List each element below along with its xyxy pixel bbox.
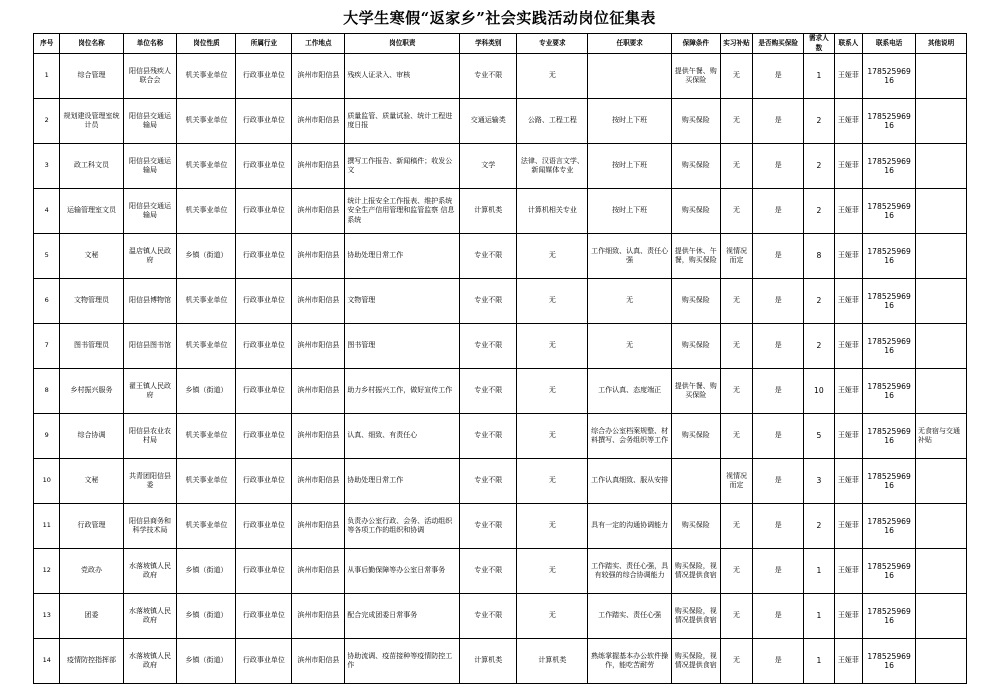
cell-discipline: 专业不限 xyxy=(460,549,517,594)
cell-contact-phone: 17852596916 xyxy=(863,549,916,594)
cell-major-requirement: 无 xyxy=(517,594,588,639)
cell-seq: 14 xyxy=(34,639,60,684)
cell-major-requirement: 无 xyxy=(517,504,588,549)
cell-job-requirement: 工作踏实、责任心强，具有较强的综合协调能力 xyxy=(588,549,671,594)
cell-discipline: 计算机类 xyxy=(460,189,517,234)
cell-contact-phone: 17852596916 xyxy=(863,54,916,99)
cell-internship-subsidy: 无 xyxy=(720,189,753,234)
cell-seq: 1 xyxy=(34,54,60,99)
cell-position-type: 乡镇（街道） xyxy=(177,549,236,594)
cell-duties: 配合完成团委日常事务 xyxy=(345,594,460,639)
cell-contact-person: 王娅菲 xyxy=(834,414,862,459)
cell-unit-name: 温店镇人民政府 xyxy=(123,234,177,279)
cell-internship-subsidy: 无 xyxy=(720,54,753,99)
cell-headcount: 3 xyxy=(804,459,835,504)
cell-benefits: 购买保险 xyxy=(671,504,720,549)
cell-internship-subsidy: 无 xyxy=(720,144,753,189)
header-cell: 岗位职责 xyxy=(345,34,460,54)
cell-industry: 行政事业单位 xyxy=(236,144,292,189)
cell-benefits: 购买保险 xyxy=(671,414,720,459)
cell-contact-person: 王娅菲 xyxy=(834,504,862,549)
cell-contact-phone: 17852596916 xyxy=(863,279,916,324)
cell-industry: 行政事业单位 xyxy=(236,459,292,504)
cell-seq: 11 xyxy=(34,504,60,549)
cell-insurance: 是 xyxy=(753,549,804,594)
cell-position-name: 综合管理 xyxy=(60,54,123,99)
cell-contact-person: 王娅菲 xyxy=(834,144,862,189)
cell-position-name: 图书管理员 xyxy=(60,324,123,369)
cell-internship-subsidy: 无 xyxy=(720,324,753,369)
cell-position-name: 文物管理员 xyxy=(60,279,123,324)
cell-unit-name: 阳信县博物馆 xyxy=(123,279,177,324)
cell-industry: 行政事业单位 xyxy=(236,279,292,324)
cell-insurance: 是 xyxy=(753,54,804,99)
cell-internship-subsidy: 视情况而定 xyxy=(720,459,753,504)
cell-headcount: 2 xyxy=(804,99,835,144)
cell-headcount: 10 xyxy=(804,369,835,414)
cell-work-location: 滨州市阳信县 xyxy=(292,99,345,144)
cell-major-requirement: 法律、汉语言文学、新闻媒体专业 xyxy=(517,144,588,189)
cell-job-requirement: 工作踏实、责任心强 xyxy=(588,594,671,639)
cell-contact-person: 王娅菲 xyxy=(834,279,862,324)
cell-industry: 行政事业单位 xyxy=(236,54,292,99)
cell-work-location: 滨州市阳信县 xyxy=(292,54,345,99)
cell-major-requirement: 计算机相关专业 xyxy=(517,189,588,234)
cell-position-name: 团委 xyxy=(60,594,123,639)
cell-major-requirement: 公路、工程工程 xyxy=(517,99,588,144)
cell-position-type: 机关事业单位 xyxy=(177,459,236,504)
header-cell: 学科类别 xyxy=(460,34,517,54)
cell-contact-person: 王娅菲 xyxy=(834,99,862,144)
cell-duties: 协助处理日常工作 xyxy=(345,459,460,504)
cell-headcount: 2 xyxy=(804,324,835,369)
cell-duties: 从事后勤保障等办公室日常事务 xyxy=(345,549,460,594)
header-cell: 单位名称 xyxy=(123,34,177,54)
cell-headcount: 5 xyxy=(804,414,835,459)
cell-seq: 3 xyxy=(34,144,60,189)
cell-job-requirement: 按时上下班 xyxy=(588,99,671,144)
cell-major-requirement: 无 xyxy=(517,279,588,324)
cell-internship-subsidy: 无 xyxy=(720,549,753,594)
cell-discipline: 专业不限 xyxy=(460,279,517,324)
cell-contact-person: 王娅菲 xyxy=(834,54,862,99)
cell-discipline: 专业不限 xyxy=(460,324,517,369)
cell-duties: 图书管理 xyxy=(345,324,460,369)
cell-unit-name: 共青团阳信县委 xyxy=(123,459,177,504)
cell-contact-phone: 17852596916 xyxy=(863,189,916,234)
cell-duties: 撰写工作报告、新闻稿件；收发公文 xyxy=(345,144,460,189)
table-row xyxy=(34,504,967,549)
cell-contact-phone: 17852596916 xyxy=(863,99,916,144)
cell-discipline: 专业不限 xyxy=(460,459,517,504)
header-cell: 实习补贴 xyxy=(720,34,753,54)
cell-insurance: 是 xyxy=(753,639,804,684)
cell-duties: 协助处理日常工作 xyxy=(345,234,460,279)
header-cell: 需求人数 xyxy=(804,34,835,54)
cell-industry: 行政事业单位 xyxy=(236,99,292,144)
cell-position-type: 机关事业单位 xyxy=(177,279,236,324)
cell-benefits: 购买保险，视情况提供食宿 xyxy=(671,594,720,639)
cell-work-location: 滨州市阳信县 xyxy=(292,639,345,684)
cell-insurance: 是 xyxy=(753,234,804,279)
table-row xyxy=(34,279,967,324)
cell-industry: 行政事业单位 xyxy=(236,504,292,549)
cell-discipline: 文学 xyxy=(460,144,517,189)
cell-duties: 质量监管、质量试验、统计工程进度日报 xyxy=(345,99,460,144)
cell-position-type: 机关事业单位 xyxy=(177,99,236,144)
cell-unit-name: 水落坡镇人民政府 xyxy=(123,549,177,594)
cell-benefits xyxy=(671,459,720,504)
cell-contact-person: 王娅菲 xyxy=(834,369,862,414)
cell-benefits: 提供午餐、购买保险 xyxy=(671,369,720,414)
cell-benefits: 提供午餐、购买保险 xyxy=(671,54,720,99)
cell-benefits: 购买保险 xyxy=(671,279,720,324)
cell-headcount: 2 xyxy=(804,189,835,234)
header-cell: 所属行业 xyxy=(236,34,292,54)
cell-remarks xyxy=(916,189,967,234)
cell-position-name: 行政管理 xyxy=(60,504,123,549)
cell-industry: 行政事业单位 xyxy=(236,594,292,639)
cell-benefits: 购买保险 xyxy=(671,189,720,234)
page-title: 大学生寒假“返家乡”社会实践活动岗位征集表 xyxy=(343,9,656,27)
cell-internship-subsidy: 无 xyxy=(720,369,753,414)
cell-work-location: 滨州市阳信县 xyxy=(292,549,345,594)
cell-work-location: 滨州市阳信县 xyxy=(292,414,345,459)
cell-unit-name: 阳信县交通运输局 xyxy=(123,144,177,189)
cell-benefits: 购买保险 xyxy=(671,324,720,369)
cell-work-location: 滨州市阳信县 xyxy=(292,189,345,234)
cell-position-name: 规划建设管理室统计员 xyxy=(60,99,123,144)
cell-position-name: 疫情防控指挥部 xyxy=(60,639,123,684)
cell-benefits: 购买保险，视情况提供食宿 xyxy=(671,549,720,594)
cell-internship-subsidy: 无 xyxy=(720,504,753,549)
cell-insurance: 是 xyxy=(753,594,804,639)
cell-work-location: 滨州市阳信县 xyxy=(292,279,345,324)
header-cell: 保障条件 xyxy=(671,34,720,54)
cell-unit-name: 阳信县图书馆 xyxy=(123,324,177,369)
cell-benefits: 购买保险 xyxy=(671,144,720,189)
cell-position-type: 乡镇（街道） xyxy=(177,639,236,684)
cell-position-name: 党政办 xyxy=(60,549,123,594)
cell-insurance: 是 xyxy=(753,369,804,414)
cell-contact-person: 王娅菲 xyxy=(834,549,862,594)
cell-position-name: 综合协调 xyxy=(60,414,123,459)
cell-industry: 行政事业单位 xyxy=(236,189,292,234)
cell-headcount: 2 xyxy=(804,504,835,549)
cell-discipline: 专业不限 xyxy=(460,369,517,414)
cell-contact-phone: 17852596916 xyxy=(863,369,916,414)
cell-unit-name: 阳信县商务和科学技术局 xyxy=(123,504,177,549)
cell-contact-person: 王娅菲 xyxy=(834,459,862,504)
table-row xyxy=(34,99,967,144)
cell-job-requirement: 综合办公室档案规整、材料撰写、会务组织等工作 xyxy=(588,414,671,459)
cell-remarks xyxy=(916,144,967,189)
cell-position-name: 政工科文员 xyxy=(60,144,123,189)
table-row xyxy=(34,234,967,279)
header-cell: 工作地点 xyxy=(292,34,345,54)
cell-duties: 残疾人证录入、审核 xyxy=(345,54,460,99)
cell-contact-phone: 17852596916 xyxy=(863,324,916,369)
cell-headcount: 8 xyxy=(804,234,835,279)
header-cell: 岗位名称 xyxy=(60,34,123,54)
cell-internship-subsidy: 无 xyxy=(720,639,753,684)
cell-work-location: 滨州市阳信县 xyxy=(292,594,345,639)
cell-duties: 助力乡村振兴工作，做好宣传工作 xyxy=(345,369,460,414)
table-row xyxy=(34,54,967,99)
cell-seq: 5 xyxy=(34,234,60,279)
cell-seq: 13 xyxy=(34,594,60,639)
cell-position-type: 乡镇（街道） xyxy=(177,369,236,414)
cell-position-type: 机关事业单位 xyxy=(177,189,236,234)
cell-contact-phone: 17852596916 xyxy=(863,504,916,549)
cell-position-name: 文秘 xyxy=(60,234,123,279)
cell-seq: 12 xyxy=(34,549,60,594)
cell-insurance: 是 xyxy=(753,189,804,234)
cell-remarks xyxy=(916,369,967,414)
header-cell: 是否购买保险 xyxy=(753,34,804,54)
header-cell: 任职要求 xyxy=(588,34,671,54)
cell-work-location: 滨州市阳信县 xyxy=(292,459,345,504)
cell-duties: 统计上报安全工作报表、维护系统安全生产信用管理和监管监察 信息系统 xyxy=(345,189,460,234)
cell-seq: 10 xyxy=(34,459,60,504)
cell-seq: 2 xyxy=(34,99,60,144)
cell-position-type: 机关事业单位 xyxy=(177,414,236,459)
cell-insurance: 是 xyxy=(753,459,804,504)
cell-seq: 9 xyxy=(34,414,60,459)
cell-job-requirement: 工作认真、态度端正 xyxy=(588,369,671,414)
cell-job-requirement: 熟练掌握基本办公软件操作，能吃苦耐劳 xyxy=(588,639,671,684)
cell-industry: 行政事业单位 xyxy=(236,414,292,459)
cell-job-requirement xyxy=(588,54,671,99)
cell-duties: 认真、细致、有责任心 xyxy=(345,414,460,459)
cell-internship-subsidy: 无 xyxy=(720,414,753,459)
cell-internship-subsidy: 无 xyxy=(720,99,753,144)
header-cell: 岗位性质 xyxy=(177,34,236,54)
cell-unit-name: 阳信县交通运输局 xyxy=(123,189,177,234)
cell-job-requirement: 无 xyxy=(588,324,671,369)
table-row xyxy=(34,414,967,459)
cell-duties: 文物管理 xyxy=(345,279,460,324)
cell-job-requirement: 按时上下班 xyxy=(588,189,671,234)
cell-contact-phone: 17852596916 xyxy=(863,414,916,459)
position-table xyxy=(33,33,967,684)
cell-contact-person: 王娅菲 xyxy=(834,324,862,369)
cell-remarks xyxy=(916,324,967,369)
cell-remarks xyxy=(916,54,967,99)
cell-benefits: 购买保险，视情况提供食宿 xyxy=(671,639,720,684)
table-row xyxy=(34,549,967,594)
cell-insurance: 是 xyxy=(753,504,804,549)
header-cell: 联系电话 xyxy=(863,34,916,54)
table-row xyxy=(34,639,967,684)
cell-headcount: 2 xyxy=(804,144,835,189)
cell-position-type: 机关事业单位 xyxy=(177,324,236,369)
cell-headcount: 1 xyxy=(804,549,835,594)
cell-work-location: 滨州市阳信县 xyxy=(292,504,345,549)
cell-headcount: 1 xyxy=(804,594,835,639)
cell-unit-name: 阳信县交通运输局 xyxy=(123,99,177,144)
cell-industry: 行政事业单位 xyxy=(236,369,292,414)
cell-work-location: 滨州市阳信县 xyxy=(292,324,345,369)
cell-remarks xyxy=(916,549,967,594)
header-cell: 专业要求 xyxy=(517,34,588,54)
cell-major-requirement: 无 xyxy=(517,414,588,459)
cell-work-location: 滨州市阳信县 xyxy=(292,369,345,414)
cell-internship-subsidy: 无 xyxy=(720,594,753,639)
cell-work-location: 滨州市阳信县 xyxy=(292,144,345,189)
cell-seq: 7 xyxy=(34,324,60,369)
cell-job-requirement: 具有一定的沟通协调能力 xyxy=(588,504,671,549)
cell-position-type: 机关事业单位 xyxy=(177,504,236,549)
cell-contact-person: 王娅菲 xyxy=(834,639,862,684)
cell-contact-person: 王娅菲 xyxy=(834,189,862,234)
cell-discipline: 专业不限 xyxy=(460,54,517,99)
cell-position-name: 乡村振兴服务 xyxy=(60,369,123,414)
header-cell: 其他说明 xyxy=(916,34,967,54)
cell-remarks xyxy=(916,279,967,324)
cell-position-type: 机关事业单位 xyxy=(177,144,236,189)
cell-contact-phone: 17852596916 xyxy=(863,459,916,504)
cell-remarks xyxy=(916,594,967,639)
cell-industry: 行政事业单位 xyxy=(236,549,292,594)
table-row xyxy=(34,144,967,189)
cell-contact-person: 王娅菲 xyxy=(834,234,862,279)
cell-contact-phone: 17852596916 xyxy=(863,234,916,279)
cell-discipline: 专业不限 xyxy=(460,234,517,279)
cell-major-requirement: 无 xyxy=(517,54,588,99)
table-row xyxy=(34,189,967,234)
cell-position-type: 机关事业单位 xyxy=(177,54,236,99)
cell-remarks xyxy=(916,234,967,279)
cell-insurance: 是 xyxy=(753,324,804,369)
cell-duties: 协助流调、疫苗接种等疫情防控工作 xyxy=(345,639,460,684)
cell-contact-phone: 17852596916 xyxy=(863,144,916,189)
header-cell: 联系人 xyxy=(834,34,862,54)
cell-discipline: 专业不限 xyxy=(460,504,517,549)
cell-job-requirement: 工作细致、认真、责任心强 xyxy=(588,234,671,279)
cell-headcount: 1 xyxy=(804,54,835,99)
cell-remarks: 无食宿与交通补贴 xyxy=(916,414,967,459)
cell-unit-name: 水落坡镇人民政府 xyxy=(123,639,177,684)
cell-major-requirement: 计算机类 xyxy=(517,639,588,684)
cell-work-location: 滨州市阳信县 xyxy=(292,234,345,279)
cell-discipline: 交通运输类 xyxy=(460,99,517,144)
cell-duties: 负责办公室行政、会务、活动组织等各项工作的组织和协调 xyxy=(345,504,460,549)
cell-major-requirement: 无 xyxy=(517,459,588,504)
cell-headcount: 2 xyxy=(804,279,835,324)
cell-remarks xyxy=(916,504,967,549)
cell-position-type: 乡镇（街道） xyxy=(177,234,236,279)
cell-industry: 行政事业单位 xyxy=(236,324,292,369)
cell-job-requirement: 工作认真细致、服从安排 xyxy=(588,459,671,504)
cell-contact-phone: 17852596916 xyxy=(863,594,916,639)
cell-discipline: 计算机类 xyxy=(460,639,517,684)
cell-discipline: 专业不限 xyxy=(460,414,517,459)
cell-industry: 行政事业单位 xyxy=(236,639,292,684)
cell-discipline: 专业不限 xyxy=(460,594,517,639)
cell-insurance: 是 xyxy=(753,414,804,459)
cell-unit-name: 水落坡镇人民政府 xyxy=(123,594,177,639)
cell-benefits: 提供午休、午餐，购买保险 xyxy=(671,234,720,279)
cell-internship-subsidy: 无 xyxy=(720,279,753,324)
table-row xyxy=(34,594,967,639)
cell-position-name: 运输管理室文员 xyxy=(60,189,123,234)
table-row xyxy=(34,324,967,369)
cell-remarks xyxy=(916,639,967,684)
cell-position-type: 乡镇（街道） xyxy=(177,594,236,639)
cell-headcount: 1 xyxy=(804,639,835,684)
cell-unit-name: 阳信县农业农村局 xyxy=(123,414,177,459)
cell-major-requirement: 无 xyxy=(517,369,588,414)
cell-contact-person: 王娅菲 xyxy=(834,594,862,639)
cell-job-requirement: 无 xyxy=(588,279,671,324)
cell-industry: 行政事业单位 xyxy=(236,234,292,279)
cell-position-name: 文秘 xyxy=(60,459,123,504)
cell-contact-phone: 17852596916 xyxy=(863,639,916,684)
cell-internship-subsidy: 视情况而定 xyxy=(720,234,753,279)
table-body xyxy=(34,54,967,684)
cell-seq: 8 xyxy=(34,369,60,414)
cell-seq: 4 xyxy=(34,189,60,234)
cell-insurance: 是 xyxy=(753,144,804,189)
header-row xyxy=(34,34,967,54)
cell-unit-name: 阳信县残疾人联合会 xyxy=(123,54,177,99)
cell-insurance: 是 xyxy=(753,99,804,144)
cell-seq: 6 xyxy=(34,279,60,324)
cell-unit-name: 翟王镇人民政府 xyxy=(123,369,177,414)
cell-major-requirement: 无 xyxy=(517,549,588,594)
cell-insurance: 是 xyxy=(753,279,804,324)
cell-job-requirement: 按时上下班 xyxy=(588,144,671,189)
header-cell: 序号 xyxy=(34,34,60,54)
cell-remarks xyxy=(916,99,967,144)
table-row xyxy=(34,369,967,414)
cell-remarks xyxy=(916,459,967,504)
cell-major-requirement: 无 xyxy=(517,324,588,369)
cell-benefits: 购买保险 xyxy=(671,99,720,144)
table-row xyxy=(34,459,967,504)
cell-major-requirement: 无 xyxy=(517,234,588,279)
